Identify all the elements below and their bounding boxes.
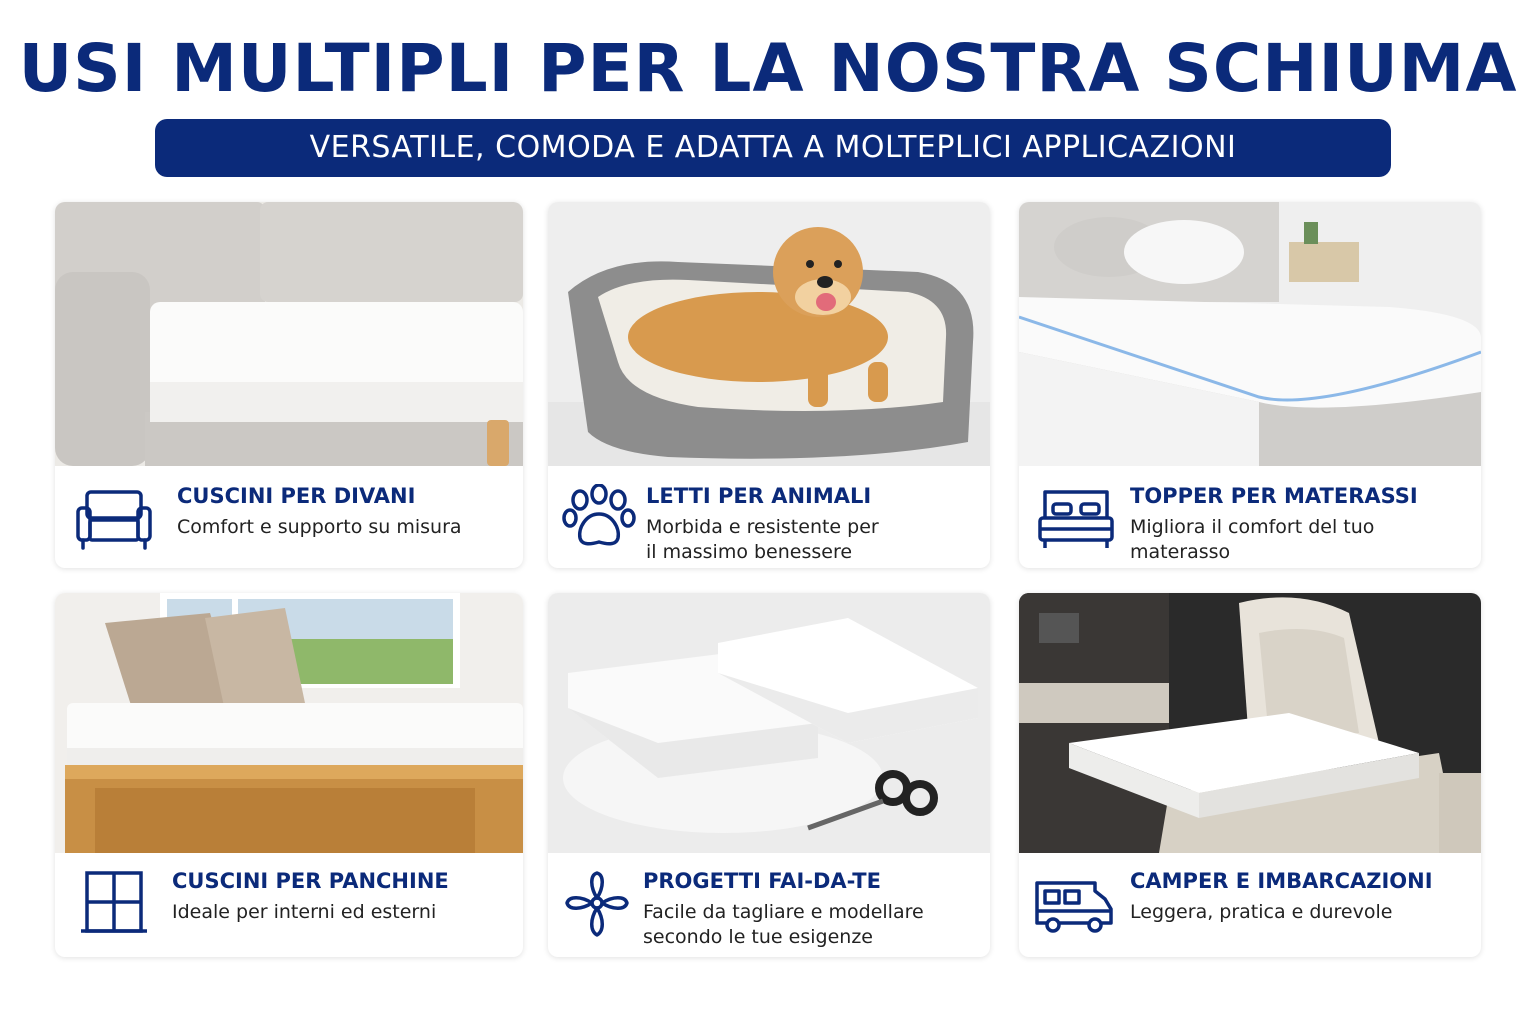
card-description: Morbida e resistente per il massimo benessere — [646, 516, 879, 563]
paw-icon — [558, 484, 640, 554]
subtitle-banner: VERSATILE, COMODA E ADATTA A MOLTEPLICI APPLICAZIONI — [155, 119, 1391, 177]
page-title: USI MULTIPLI PER LA NOSTRA SCHIUMA — [18, 30, 1518, 107]
card-description: Leggera, pratica e durevole — [1130, 901, 1393, 923]
bed-icon — [1035, 484, 1117, 554]
card-title: CUSCINI PER DIVANI — [177, 484, 416, 508]
card-description: Ideale per interni ed esterni — [172, 901, 437, 923]
card-title: CUSCINI PER PANCHINE — [172, 869, 449, 893]
card-camper-boats — [1019, 593, 1481, 957]
foam-pieces-photo — [548, 593, 990, 853]
card-title: PROGETTI FAI-DA-TE — [643, 869, 881, 893]
dog-bed-photo — [548, 202, 990, 466]
card-sofa-cushions — [55, 202, 523, 568]
sofa-icon — [73, 484, 155, 554]
car-seat-photo — [1019, 593, 1481, 853]
card-description: Comfort e supporto su misura — [177, 516, 462, 538]
window-icon — [73, 869, 155, 939]
card-bench-cushions — [55, 593, 523, 957]
card-description: Facile da tagliare e modellare secondo le tue esigenze — [643, 901, 924, 948]
card-title: TOPPER PER MATERASSI — [1130, 484, 1418, 508]
propeller-icon — [556, 869, 638, 939]
card-mattress-topper — [1019, 202, 1481, 568]
card-description: Migliora il comfort del tuo materasso — [1130, 516, 1375, 563]
bench-photo — [55, 593, 523, 853]
mattress-photo — [1019, 202, 1481, 466]
card-diy-projects — [548, 593, 990, 957]
sofa-photo — [55, 202, 523, 466]
card-title: LETTI PER ANIMALI — [646, 484, 872, 508]
card-pet-beds — [548, 202, 990, 568]
camper-icon — [1033, 869, 1115, 939]
card-title: CAMPER E IMBARCAZIONI — [1130, 869, 1433, 893]
